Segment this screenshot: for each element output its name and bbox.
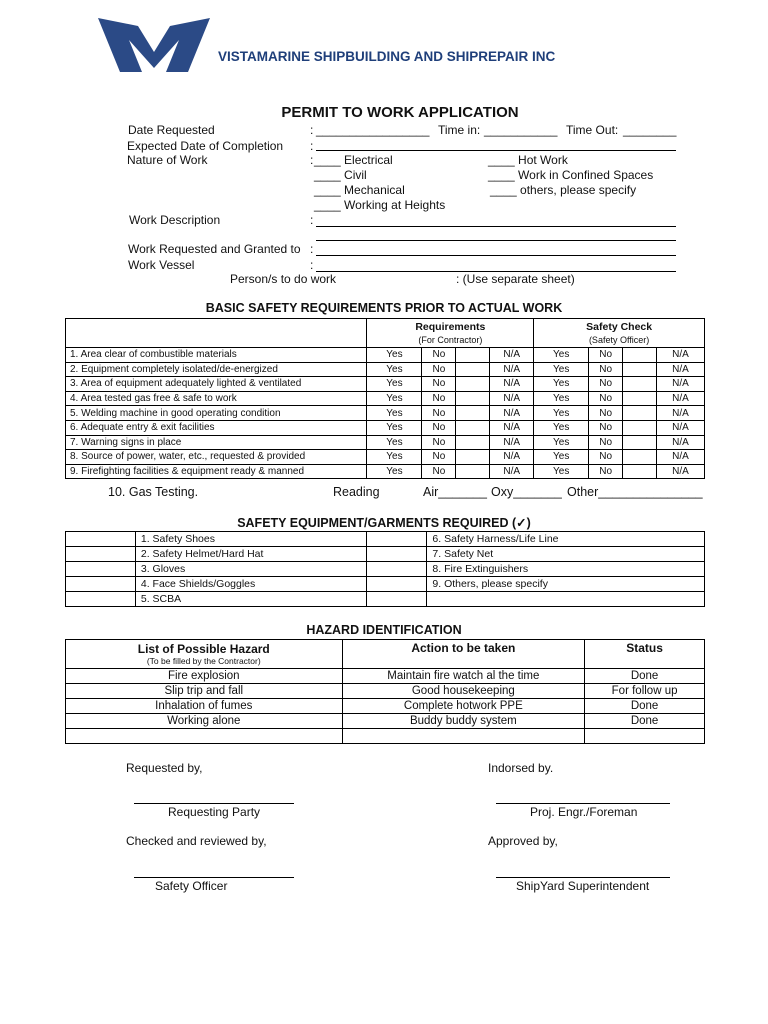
safety-check-mark-cell[interactable] [623,391,657,406]
safety-check-na-option[interactable]: N/A [657,391,705,406]
safety-check-mark-cell[interactable] [623,464,657,479]
requirement-yes-option[interactable]: Yes [367,464,422,479]
hazard-cell: Inhalation of fumes [66,699,343,714]
nature-option[interactable]: ____ Work in Confined Spaces [488,168,654,182]
proj-engr-signature-line[interactable] [496,803,670,804]
requirement-mark-cell[interactable] [456,406,490,421]
work-requested-line[interactable] [316,255,676,256]
requirement-mark-cell[interactable] [456,362,490,377]
requirement-item: 1. Area clear of combustible materials [66,348,367,363]
hazard-row [66,684,705,699]
requirement-no-option[interactable]: No [422,450,456,465]
requirement-no-option[interactable]: No [422,391,456,406]
requirement-no-option[interactable]: No [422,362,456,377]
requirement-yes-option[interactable]: Yes [367,406,422,421]
requirement-yes-option[interactable]: Yes [367,435,422,450]
requirement-item: 7. Warning signs in place [66,435,367,450]
safety-check-yes-option[interactable]: Yes [534,362,589,377]
equipment-item: 8. Fire Extinguishers [427,562,705,577]
requirement-no-option[interactable]: No [422,377,456,392]
equipment-row [66,592,705,607]
action-cell: Buddy buddy system [342,714,585,729]
safety-check-yes-option[interactable]: Yes [534,348,589,363]
safety-check-na-option[interactable]: N/A [657,450,705,465]
safety-requirements-table [65,318,705,479]
requirement-row [66,420,705,435]
requirement-row [66,362,705,377]
safety-check-na-option[interactable]: N/A [657,435,705,450]
equipment-item: 3. Gloves [135,562,366,577]
colon: : [310,139,314,153]
hazard-col-header: List of Possible Hazard (To be filled by the Contractor) [66,640,343,669]
nature-option[interactable]: ____ Working at Heights [314,198,446,212]
work-vessel-label: Work Vessel [128,258,195,272]
hazard-row [66,669,705,684]
colon: : [310,123,314,137]
requirement-na-option[interactable]: N/A [490,420,534,435]
colon: : [310,153,314,167]
gas-testing-label: 10. Gas Testing. [108,485,199,499]
status-cell: Done [585,714,705,729]
safety-check-mark-cell[interactable] [623,406,657,421]
approved-by-label: Approved by, [488,834,558,848]
safety-check-no-option[interactable]: No [589,406,623,421]
requirement-mark-cell[interactable] [456,377,490,392]
safety-check-na-option[interactable]: N/A [657,377,705,392]
indorsed-by-label: Indorsed by. [488,761,554,775]
proj-engr-label: Proj. Engr./Foreman [530,805,638,819]
hazard-row [66,714,705,729]
requirement-item: 2. Equipment completely isolated/de-energized [66,362,367,377]
safety-check-na-option[interactable]: N/A [657,420,705,435]
hazard-table [65,639,705,744]
time-in-label: Time in: [438,123,481,137]
hazard-cell: Fire explosion [66,669,343,684]
work-description-line[interactable] [316,226,676,227]
requesting-party-label: Requesting Party [168,805,261,819]
checked-by-label: Checked and reviewed by, [126,834,267,848]
superintendent-signature-line[interactable] [496,877,670,878]
requirement-na-option[interactable]: N/A [490,362,534,377]
work-requested-label: Work Requested and Granted to [128,242,301,256]
requested-by-label: Requested by, [126,761,203,775]
safety-check-na-option[interactable]: N/A [657,348,705,363]
safety-officer-label: Safety Officer [155,879,228,893]
colon: : [310,258,314,272]
equipment-row [66,532,705,547]
requirement-na-option[interactable]: N/A [490,348,534,363]
equipment-item [427,592,705,607]
safety-check-yes-option[interactable]: Yes [534,377,589,392]
safety-check-yes-option[interactable]: Yes [534,420,589,435]
equipment-item: 5. SCBA [135,592,366,607]
safety-check-mark-cell[interactable] [623,362,657,377]
status-col-header: Status [585,640,705,669]
requirement-no-option[interactable]: No [422,464,456,479]
time-out-blank[interactable]: ________ [623,123,677,137]
safety-requirements-heading: BASIC SAFETY REQUIREMENTS PRIOR TO ACTUAL WORK [205,301,563,315]
action-cell: Good housekeeping [342,684,585,699]
equipment-check-cell[interactable] [66,577,136,592]
nature-option[interactable]: ____ Hot Work [488,153,568,167]
status-cell: Done [585,669,705,684]
requirement-mark-cell[interactable] [456,435,490,450]
requirement-item: 5. Welding machine in good operating condition [66,406,367,421]
hazard-heading: HAZARD IDENTIFICATION [306,623,462,637]
requirement-mark-cell[interactable] [456,348,490,363]
safety-check-no-option[interactable]: No [589,420,623,435]
requirement-row [66,377,705,392]
equipment-item: 4. Face Shields/Goggles [135,577,366,592]
safety-check-no-option[interactable]: No [589,435,623,450]
equipment-item: 2. Safety Helmet/Hard Hat [135,547,366,562]
equipment-check-cell[interactable] [66,532,136,547]
action-cell: Complete hotwork PPE [342,699,585,714]
requirement-row [66,435,705,450]
time-in-blank[interactable]: ___________ [484,123,558,137]
page-title: PERMIT TO WORK APPLICATION [281,104,519,121]
colon: : [310,213,314,227]
date-blank[interactable]: _________________ [316,123,430,137]
safety-check-no-option[interactable]: No [589,450,623,465]
requirement-yes-option[interactable]: Yes [367,391,422,406]
safety-check-no-option[interactable]: No [589,348,623,363]
superintendent-label: ShipYard Superintendent [516,879,650,893]
equipment-item: 7. Safety Net [427,547,705,562]
equipment-check-cell[interactable] [366,547,427,562]
requirement-yes-option[interactable]: Yes [367,348,422,363]
expected-date-line[interactable] [316,150,676,151]
requirement-row [66,348,705,363]
nature-option[interactable]: ____ Civil [314,168,367,182]
requirement-item: 3. Area of equipment adequately lighted & ventilated [66,377,367,392]
equipment-check-cell[interactable] [366,577,427,592]
safety-check-yes-option[interactable]: Yes [534,435,589,450]
requirement-no-option[interactable]: No [422,406,456,421]
action-cell [342,729,585,744]
other-field[interactable]: Other_______________ [567,485,703,499]
requirement-item: 4. Area tested gas free & safe to work [66,391,367,406]
equipment-row [66,577,705,592]
air-field[interactable]: Air_______ [423,485,487,499]
oxy-field[interactable]: Oxy_______ [491,485,562,499]
nature-option[interactable]: ____ others, please specify [490,183,637,197]
requirement-no-option[interactable]: No [422,420,456,435]
equipment-row [66,562,705,577]
work-description-line[interactable] [316,240,676,241]
hazard-cell: Slip trip and fall [66,684,343,699]
safety-check-mark-cell[interactable] [623,435,657,450]
company-name: VISTAMARINE SHIPBUILDING AND SHIPREPAIR INC [218,49,556,64]
safety-check-na-option[interactable]: N/A [657,464,705,479]
nature-option[interactable]: ____ Mechanical [314,183,405,197]
nature-option[interactable]: ____ Electrical [314,153,393,167]
equipment-item: 1. Safety Shoes [135,532,366,547]
requirement-row [66,450,705,465]
persons-label: Person/s to do work [230,272,337,286]
safety-check-yes-option[interactable]: Yes [534,464,589,479]
date-requested-label: Date Requested [128,123,215,137]
requirement-row [66,406,705,421]
safety-check-mark-cell[interactable] [623,377,657,392]
safety-check-mark-cell[interactable] [623,420,657,435]
status-cell: For follow up [585,684,705,699]
safety-officer-signature-line[interactable] [134,877,294,878]
safety-check-yes-option[interactable]: Yes [534,391,589,406]
hazard-row [66,699,705,714]
hazard-cell: Working alone [66,714,343,729]
safety-check-header: Safety Check (Safety Officer) [534,319,705,348]
requirement-na-option[interactable]: N/A [490,450,534,465]
equipment-check-cell[interactable] [66,592,136,607]
equipment-row [66,547,705,562]
requirement-yes-option[interactable]: Yes [367,362,422,377]
status-cell: Done [585,699,705,714]
equipment-check-cell[interactable] [366,592,427,607]
check-mark-icon: ✓ [516,516,527,530]
requesting-party-signature-line[interactable] [134,803,294,804]
requirement-na-option[interactable]: N/A [490,435,534,450]
requirement-item: 8. Source of power, water, etc., requested & provided [66,450,367,465]
equipment-table [65,531,705,607]
equipment-check-cell[interactable] [366,562,427,577]
requirement-na-option[interactable]: N/A [490,464,534,479]
status-cell [585,729,705,744]
safety-check-mark-cell[interactable] [623,348,657,363]
safety-check-na-option[interactable]: N/A [657,362,705,377]
reading-label: Reading [333,485,380,499]
safety-check-yes-option[interactable]: Yes [534,450,589,465]
equipment-check-cell[interactable] [66,547,136,562]
action-col-header: Action to be taken [342,640,585,669]
requirement-row [66,464,705,479]
requirement-mark-cell[interactable] [456,391,490,406]
safety-check-mark-cell[interactable] [623,450,657,465]
requirements-header: Requirements (For Contractor) [367,319,534,348]
requirement-no-option[interactable]: No [422,435,456,450]
company-logo [96,16,211,78]
colon: : [310,242,314,256]
hazard-row [66,729,705,744]
requirement-na-option[interactable]: N/A [490,406,534,421]
safety-check-no-option[interactable]: No [589,464,623,479]
requirement-item: 9. Firefighting facilities & equipment ready & manned [66,464,367,479]
requirement-no-option[interactable]: No [422,348,456,363]
requirement-yes-option[interactable]: Yes [367,450,422,465]
requirement-yes-option[interactable]: Yes [367,420,422,435]
equipment-item: 9. Others, please specify [427,577,705,592]
equipment-heading: SAFETY EQUIPMENT/GARMENTS REQUIRED (✓) [237,516,531,530]
safety-check-na-option[interactable]: N/A [657,406,705,421]
hazard-cell [66,729,343,744]
requirement-row [66,391,705,406]
requirement-mark-cell[interactable] [456,464,490,479]
equipment-check-cell[interactable] [366,532,427,547]
time-out-label: Time Out: [566,123,619,137]
nature-of-work-label: Nature of Work [127,153,208,167]
requirement-mark-cell[interactable] [456,420,490,435]
requirement-na-option[interactable]: N/A [490,377,534,392]
requirement-item: 6. Adequate entry & exit facilities [66,420,367,435]
equipment-check-cell[interactable] [66,562,136,577]
safety-check-no-option[interactable]: No [589,362,623,377]
persons-note: : (Use separate sheet) [456,272,575,286]
equipment-item: 6. Safety Harness/Life Line [427,532,705,547]
requirement-mark-cell[interactable] [456,450,490,465]
items-header-cell [66,319,367,348]
safety-check-yes-option[interactable]: Yes [534,406,589,421]
safety-check-no-option[interactable]: No [589,391,623,406]
action-cell: Maintain fire watch al the time [342,669,585,684]
requirement-yes-option[interactable]: Yes [367,377,422,392]
requirement-na-option[interactable]: N/A [490,391,534,406]
work-description-label: Work Description [129,213,221,227]
expected-date-label: Expected Date of Completion [127,139,284,153]
safety-check-no-option[interactable]: No [589,377,623,392]
